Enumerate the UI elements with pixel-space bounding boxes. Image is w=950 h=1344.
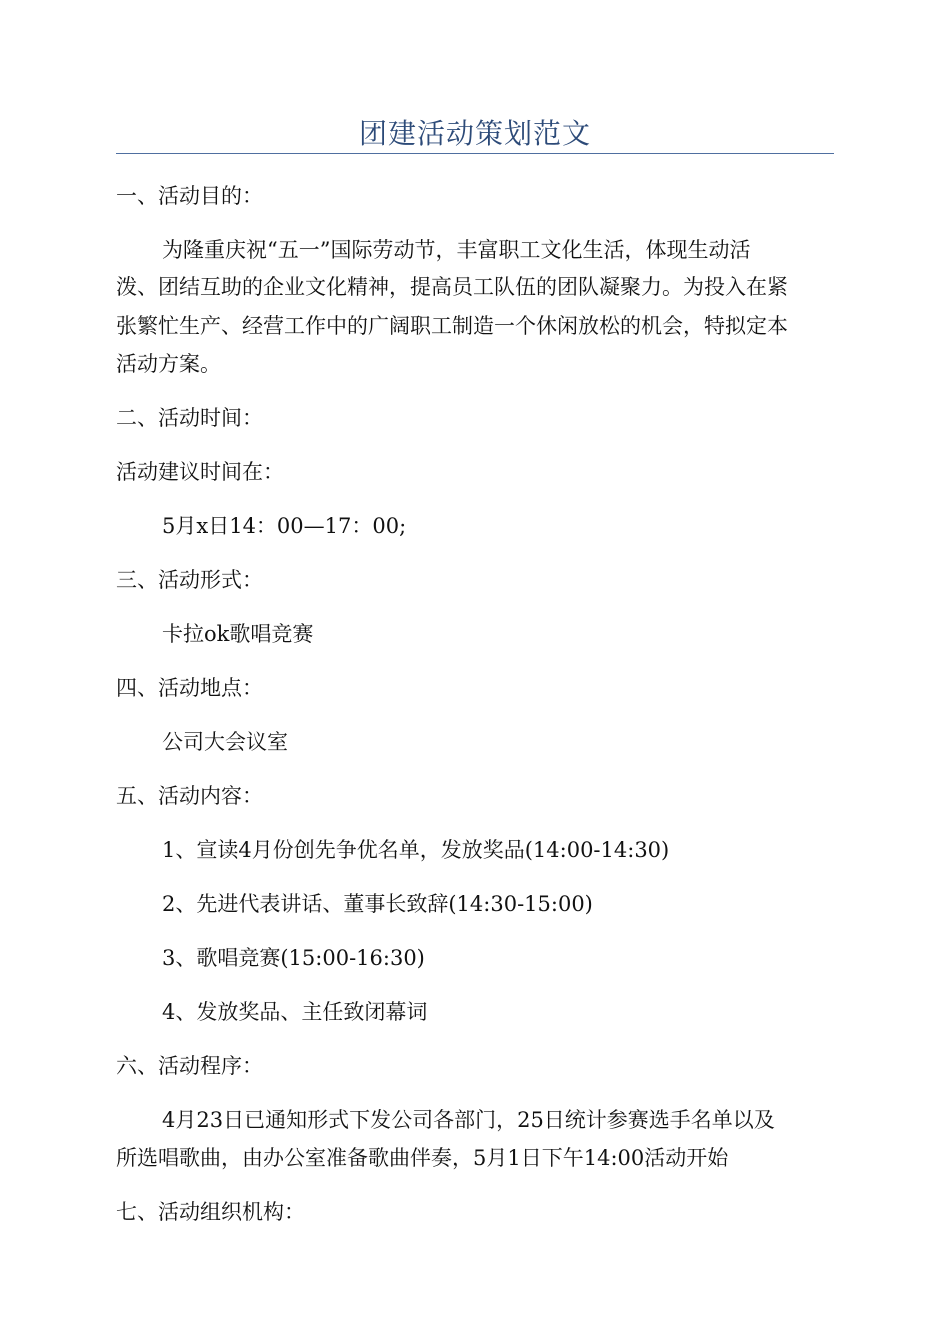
procedure-line-1: 4月23日已通知形式下发公司各部门，25日统计参赛选手名单以及 xyxy=(162,1108,775,1132)
section-heading-organization: 七、活动组织机构： xyxy=(116,1200,305,1224)
location-value: 公司大会议室 xyxy=(162,730,288,754)
content-item-3: 3、歌唱竞赛(15:00-16:30) xyxy=(162,946,425,970)
purpose-line-1: 为隆重庆祝“五一”国际劳动节，丰富职工文化生活，体现生动活 xyxy=(162,238,751,262)
purpose-line-3: 张繁忙生产、经营工作中的广阔职工制造一个休闲放松的机会，特拟定本 xyxy=(116,314,788,338)
time-intro: 活动建议时间在： xyxy=(116,460,284,484)
purpose-line-4: 活动方案。 xyxy=(116,352,221,376)
title-underline xyxy=(116,153,834,154)
content-item-2: 2、先进代表讲话、董事长致辞(14:30-15:00) xyxy=(162,892,593,916)
section-heading-purpose: 一、活动目的： xyxy=(116,184,263,208)
section-heading-procedure: 六、活动程序： xyxy=(116,1054,263,1078)
form-value: 卡拉ok歌唱竞赛 xyxy=(162,622,314,646)
content-item-4: 4、发放奖品、主任致闭幕词 xyxy=(162,1000,428,1024)
purpose-line-2: 泼、团结互助的企业文化精神，提高员工队伍的团队凝聚力。为投入在紧 xyxy=(116,275,788,299)
time-value: 5月x日14：00—17：00; xyxy=(162,514,407,538)
section-heading-time: 二、活动时间： xyxy=(116,406,263,430)
document-title: 团建活动策划范文 xyxy=(358,117,591,150)
content-item-1: 1、宣读4月份创先争优名单，发放奖品(14:00-14:30) xyxy=(162,838,670,862)
section-heading-location: 四、活动地点： xyxy=(116,676,263,700)
section-heading-content: 五、活动内容： xyxy=(116,784,263,808)
procedure-line-2: 所选唱歌曲，由办公室准备歌曲伴奏，5月1日下午14:00活动开始 xyxy=(116,1146,729,1170)
section-heading-form: 三、活动形式： xyxy=(116,568,263,592)
